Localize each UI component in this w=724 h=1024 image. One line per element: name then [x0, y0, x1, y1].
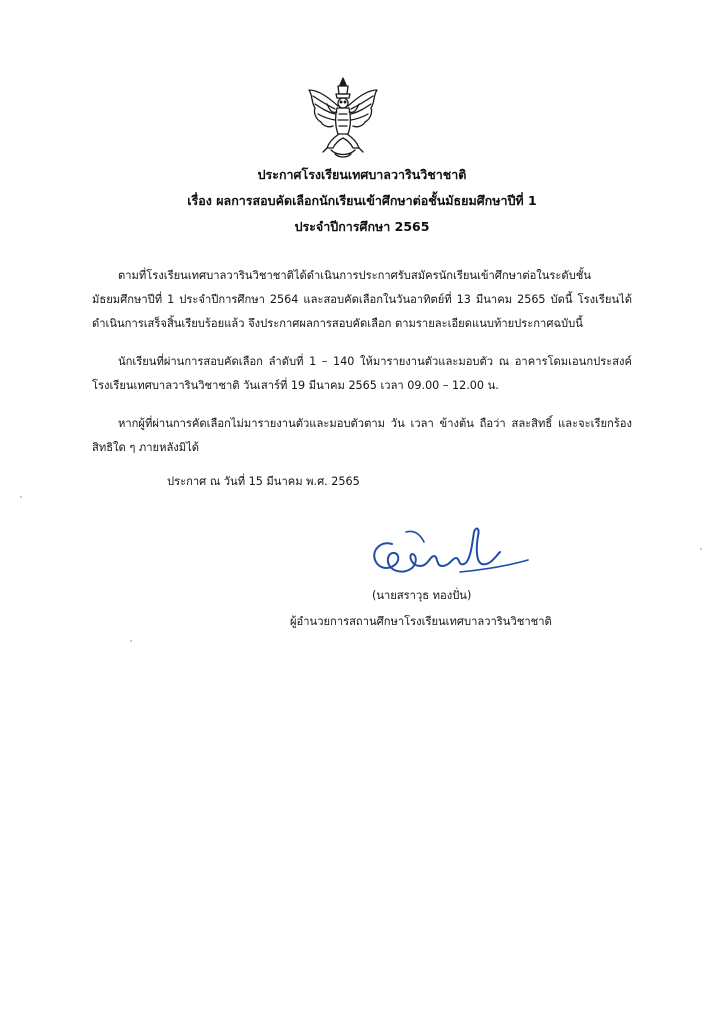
announcement-date: ประกาศ ณ วันที่ 15 มีนาคม พ.ศ. 2565 — [167, 475, 360, 488]
body-paragraph-1-text: ตามที่โรงเรียนเทศบาลวารินวิชาชาติได้ดำเนินการประกาศรับสมัครนักเรียนเข้าศึกษาต่อในระดับชั้นมัธยมศึกษาปีที่ 1 ประจำปีการศึกษา 2564 และสอบคัดเลือกในวันอาทิตย์ที่ 13 มีนาคม 2565 บัดนี้ โรงเรียนได้ดำเนินการเสร็จสิ้นเรียบร้อยแล้ว จึงประกาศผลการสอบคัดเลือก ตามรายละเอียดแนบท้ายประกาศฉบับนี้ — [92, 269, 632, 330]
announcement-title: ประกาศโรงเรียนเทศบาลวารินวิชาชาติ — [257, 167, 467, 182]
scan-speck — [700, 548, 702, 550]
announcement-subject: เรื่อง ผลการสอบคัดเลือกนักเรียนเข้าศึกษาต่อชั้นมัธยมศึกษาปีที่ 1 — [187, 193, 537, 208]
body-paragraph-3 — [92, 412, 632, 460]
signer-position: ผู้อำนวยการสถานศึกษาโรงเรียนเทศบาลวารินวิชาชาติ — [290, 615, 552, 628]
signer-name: (นายสราวุธ ทองปั่น) — [372, 589, 472, 602]
body-paragraph-3-text: หากผู้ที่ผ่านการคัดเลือกไม่มารายงานตัวและมอบตัวตาม วัน เวลา ข้างต้น ถือว่า สละสิทธิ์ และจะเรียกร้องสิทธิใด ๆ ภายหลังมิได้ — [92, 417, 632, 454]
garuda-emblem-icon — [305, 76, 381, 160]
announcement-year: ประจำปีการศึกษา 2565 — [294, 219, 430, 234]
scan-speck — [20, 496, 22, 498]
scan-speck — [130, 640, 132, 642]
handwritten-signature — [362, 522, 532, 594]
body-paragraph-1 — [92, 264, 632, 336]
body-paragraph-2 — [92, 350, 632, 398]
body-paragraph-2-text: นักเรียนที่ผ่านการสอบคัดเลือก ลำดับที่ 1 – 140 ให้มารายงานตัวและมอบตัว ณ อาคารโดมเอนกประสงค์ โรงเรียนเทศบาลวารินวิชาชาติ วันเสาร์ที่ 19 มีนาคม 2565 เวลา 09.00 – 12.00 น. — [92, 355, 632, 392]
